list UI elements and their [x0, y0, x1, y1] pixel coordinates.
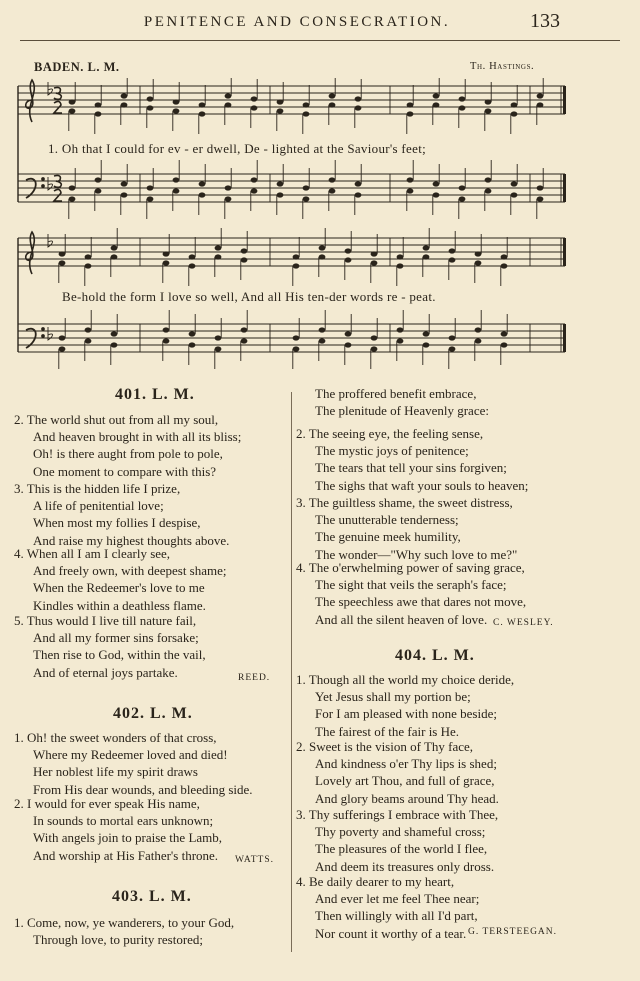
verse-line: 2. I would for ever speak His name,	[14, 796, 200, 811]
hymn-402-verse-2	[14, 795, 222, 864]
verse-line: Yet Jesus shall my portion be;	[315, 689, 471, 705]
verse-line: 4. Be daily dearer to my heart,	[296, 874, 455, 889]
hymn-403-verse-1-cont	[296, 385, 489, 419]
verse-line: 4. When all I am I clearly see,	[14, 546, 171, 561]
verse-line: 3. This is the hidden life I prize,	[14, 481, 181, 496]
verse-line: With angels join to praise the Lamb,	[33, 830, 223, 846]
verse-line: Through love, to purity restored;	[33, 932, 204, 948]
verse-line: For I am pleased with none beside;	[315, 706, 497, 722]
verse-line: And freely own, with deepest shame;	[33, 563, 227, 579]
verse-line: Oh! is there aught from pole to pole,	[33, 446, 223, 462]
bass-staff	[18, 324, 565, 352]
verse-line: Kindles within a deathless flame.	[33, 597, 206, 613]
verse-line: From His dear wounds, and bleeding side.	[33, 781, 253, 797]
hymn-403-verse-4	[296, 559, 526, 628]
hymn-number-403: 403. L. M.	[112, 888, 192, 905]
verse-line: 5. Thus would I live till nature fail,	[14, 613, 197, 628]
music-score	[10, 78, 580, 378]
verse-line: One moment to compare with this?	[33, 463, 217, 479]
page-number: 133	[530, 10, 560, 32]
verse-line: The genuine meek humility,	[315, 529, 461, 545]
verse-line: The unutterable tenderness;	[315, 512, 459, 528]
verse-line: 1. Come, now, ye wanderers, to your God,	[14, 915, 235, 930]
verse-line: And kindness o'er Thy lips is shed;	[315, 756, 497, 772]
verse-line: Then willingly with all I'd part,	[315, 908, 478, 924]
tune-lyric-line-1: 1. Oh that I could for ev - er dwell, De - lighted at the Saviour's feet;	[48, 141, 427, 156]
verse-line: 2. Sweet is the vision of Thy face,	[296, 739, 474, 754]
hymn-number-404: 404. L. M.	[395, 647, 475, 664]
hymn-404-verse-3	[296, 806, 498, 875]
verse-line: And raise my highest thoughts above.	[33, 532, 230, 548]
verse-line: The proffered benefit embrace,	[315, 386, 477, 401]
hymn-403-verse-2	[296, 425, 528, 494]
header-divider	[20, 40, 620, 41]
verse-line: And ever let me feel Thee near;	[315, 891, 480, 907]
hymn-404-verse-2	[296, 738, 499, 807]
verse-line: And worship at His Father's throne.	[33, 847, 219, 863]
tune-composer: Th. Hastings.	[470, 61, 535, 72]
verse-line: Nor count it worthy of a tear.	[315, 925, 467, 941]
verse-line: 3. Thy sufferings I embrace with Thee,	[296, 807, 499, 822]
treble-staff	[18, 238, 565, 266]
verse-line: A life of penitential love;	[33, 498, 164, 514]
verse-line: Lovely art Thou, and full of grace,	[315, 773, 495, 789]
verse-line: 1. Though all the world my choice deride,	[296, 672, 515, 687]
verse-line: Where my Redeemer loved and died!	[33, 747, 228, 763]
verse-line: When the Redeemer's love to me	[33, 580, 205, 596]
tune-lyric-line-2: Be-hold the form I love so well, And all His ten-der words re - peat.	[62, 289, 436, 304]
verse-line: And heaven brought in with all its bliss;	[33, 429, 242, 445]
hymn-401-verse-3	[14, 480, 229, 549]
column-divider	[291, 392, 292, 952]
verse-line: 2. The world shut out from all my soul,	[14, 412, 219, 427]
hymn-403-attribution: C. WESLEY.	[493, 618, 554, 628]
hymn-403-verse-3	[296, 494, 517, 563]
verse-line: The plenitude of Heavenly grace:	[315, 403, 489, 419]
hymn-401-verse-2	[14, 411, 241, 480]
verse-line: And all the silent heaven of love.	[315, 611, 488, 627]
verse-line: The wonder—"Why such love to me?"	[315, 546, 518, 562]
bass-notes	[59, 310, 508, 369]
treble-staff	[18, 86, 565, 114]
verse-line: In sounds to mortal ears unknown;	[33, 813, 214, 829]
verse-line: 1. Oh! the sweet wonders of that cross,	[14, 730, 217, 745]
tune-name: BADEN. L. M.	[34, 60, 120, 74]
verse-line: 3. The guiltless shame, the sweet distress,	[296, 495, 513, 510]
hymn-401-verse-5	[14, 612, 206, 681]
verse-line: 2. The seeing eye, the feeling sense,	[296, 426, 484, 441]
verse-line: And all my former sins forsake;	[33, 630, 199, 646]
verse-line: The pleasures of the world I flee,	[315, 841, 488, 857]
verse-line: The tears that tell your sins forgiven;	[315, 460, 507, 476]
hymn-number-402: 402. L. M.	[113, 705, 193, 722]
verse-line: And deem its treasures only dross.	[315, 858, 495, 874]
verse-line: And of eternal joys partake.	[33, 664, 178, 680]
verse-line: Her noblest life my spirit draws	[33, 764, 198, 780]
verse-line: The speechless awe that dares not move,	[315, 594, 527, 610]
hymn-401-verse-4	[14, 545, 227, 614]
treble-notes	[59, 228, 508, 286]
hymn-404-verse-4	[296, 873, 479, 942]
verse-line: The fairest of the fair is He.	[315, 723, 460, 739]
verse-line: Then rise to God, within the vail,	[33, 647, 206, 663]
hymn-402-attribution: WATTS.	[235, 855, 274, 865]
hymn-402-verse-1	[14, 729, 253, 798]
page-header-title: PENITENCE AND CONSECRATION.	[143, 14, 451, 30]
verse-line: And glory beams around Thy head.	[315, 790, 499, 806]
hymn-401-attribution: REED.	[238, 673, 271, 683]
hymn-403-verse-1	[14, 914, 234, 948]
verse-line: Thy poverty and shameful cross;	[315, 824, 486, 840]
verse-line: When most my follies I despise,	[33, 515, 201, 531]
verse-line: 4. The o'erwhelming power of saving grace,	[296, 560, 525, 575]
verse-line: The sighs that waft your souls to heaven;	[315, 477, 529, 493]
verse-line: The sight that veils the seraph's face;	[315, 577, 507, 593]
verse-line: The mystic joys of penitence;	[315, 443, 469, 459]
hymn-number-401: 401. L. M.	[115, 386, 195, 403]
hymn-404-verse-1	[296, 671, 514, 740]
hymn-404-attribution: G. TERSTEEGAN.	[468, 927, 558, 937]
